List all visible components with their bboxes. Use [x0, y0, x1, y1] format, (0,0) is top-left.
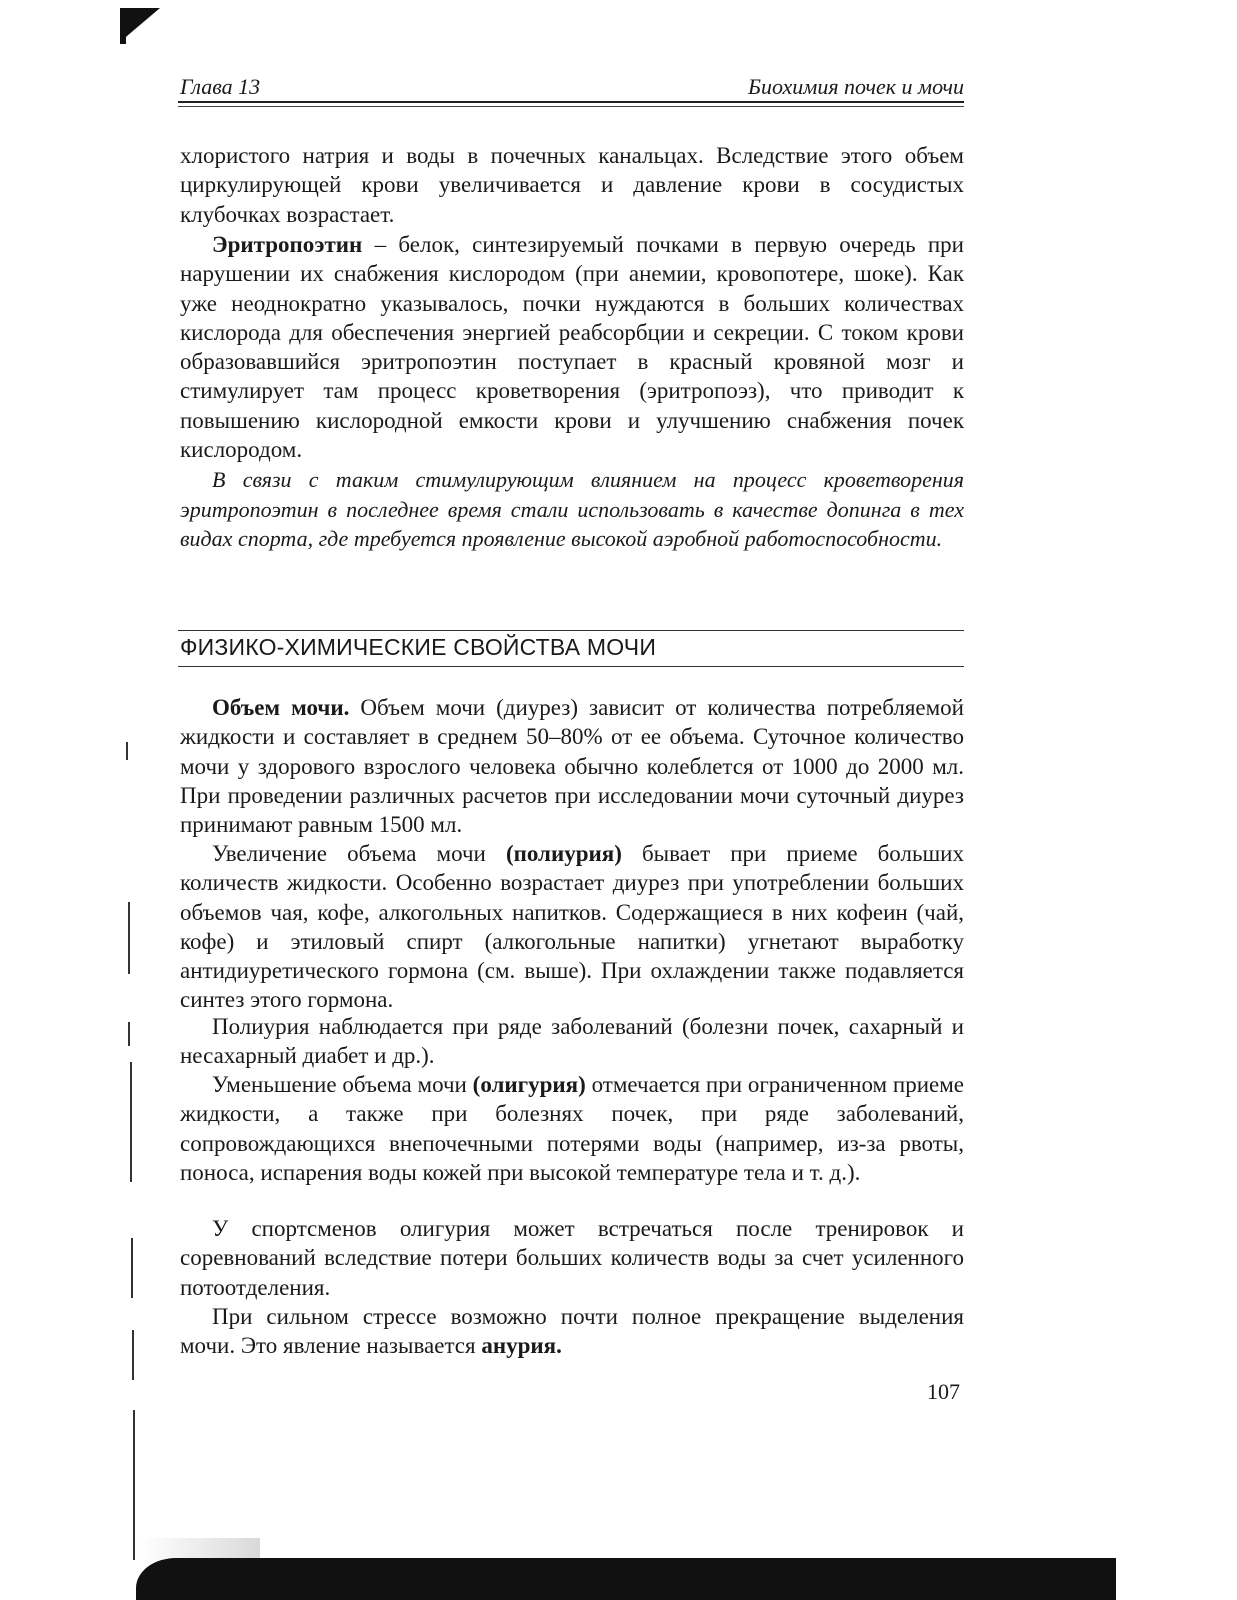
- section-rule: [178, 666, 964, 667]
- term-anuria: анурия.: [481, 1333, 562, 1359]
- scan-edge-mark: [131, 1238, 133, 1298]
- section-heading: ФИЗИКО-ХИМИЧЕСКИЕ СВОЙСТВА МОЧИ: [180, 634, 657, 660]
- header-rule: [178, 106, 964, 107]
- paragraph-oliguria: [180, 1070, 964, 1187]
- paragraph: хлористого натрия и воды в почечных канальцах. Вследствие этого объем циркулирующей крови увеличивается и давление крови в сосудистых клубочках возрастает.: [180, 143, 964, 227]
- paragraph-text: бывает при приеме больших количеств жидкости. Особенно возрастает диурез при употреблении больших объемов чая, кофе, алкогольных напитков. Содержащиеся в них кофеин (чай, кофе) и этиловый спирт (алкогольные напитки) угнетают выработку антидиуретического гормона (см. выше). При охлаждении также подавляется синтез этого гормона.: [180, 841, 964, 1013]
- term-erythropoietin: Эритропоэтин: [212, 232, 363, 257]
- paragraph: [180, 1070, 964, 1187]
- paragraph: В связи с таким стимулирующим влиянием на процесс кроветворения эритропоэтин в последнее время стали использовать в качестве допинга в тех видах спорта, где требуется проявление высокой аэробной работоспособности.: [180, 467, 964, 551]
- paragraph: [180, 839, 964, 1015]
- scan-edge-mark: [130, 1062, 132, 1182]
- scan-bottom-shadow: [136, 1558, 1116, 1600]
- paragraph-text: При сильном стрессе возможно почти полное прекращение выделения мочи. Это явление называется: [180, 1304, 964, 1359]
- paragraph-athletes: [180, 1214, 964, 1302]
- paragraph: У спортсменов олигурия может встречаться после тренировок и соревнований вследствие потери больших количеств воды за счет усиленного потоотделения.: [180, 1216, 964, 1300]
- scan-edge-mark: [126, 742, 128, 760]
- paragraph-text: – белок, синтезируемый почками в первую очередь при нарушении их снабжения кислородом (при анемии, кровопотере, шоке). Как уже неоднократно указывалось, почки нуждаются в больших количествах кислорода для обеспечения энергией реабсорбции и секреции. С током крови образовавшийся эритропоэтин поступает в красный кровяной мозг и стимулирует там процесс кроветворения (эритропоэз), что приводит к повышению кислородной емкости крови и улучшению снабжения почек кислородом.: [180, 232, 964, 463]
- paragraph-text: Объем мочи (диурез) зависит от количества потребляемой жидкости и составляет в среднем 50–80% от ее объема. Суточное количество мочи у здорового взрослого человека обычно колеблется от 1000 до 2000 мл. При проведении различных расчетов при исследовании мочи суточный диурез принимают равным 1500 мл.: [180, 695, 964, 838]
- paragraph-continuation: [180, 141, 964, 229]
- paragraph-text: Увеличение объема мочи: [212, 841, 506, 866]
- term-urine-volume: Объем мочи.: [212, 695, 350, 720]
- chapter-label: Глава 13: [180, 74, 261, 99]
- paragraph: [180, 230, 964, 464]
- term-polyuria: (полиурия): [505, 841, 622, 866]
- paragraph: [180, 693, 964, 839]
- scan-edge-mark: [128, 1022, 130, 1046]
- paragraph-urine-volume: [180, 693, 964, 839]
- paragraph-polyuria-diseases: [180, 1012, 964, 1071]
- scan-edge-mark: [128, 902, 130, 974]
- header-rule: [178, 101, 964, 103]
- running-header: [180, 70, 964, 100]
- paragraph-erythropoietin: [180, 230, 964, 464]
- page-number: 107: [927, 1379, 960, 1404]
- paragraph-doping-note: [180, 465, 964, 554]
- paragraph-anuria: [180, 1302, 964, 1361]
- paragraph: [180, 1302, 964, 1361]
- paragraph-text: отмечается при ограниченном приеме жидкости, а также при болезнях почек, при ряде заболеваний, сопровождающихся внепочечными потерями воды (например, из-за рвоты, поноса, испарения воды кожей при высокой температуре тела и т. д.).: [180, 1072, 964, 1185]
- scan-edge-mark: [133, 1410, 135, 1560]
- section-rule: [178, 630, 964, 631]
- chapter-title: Биохимия почек и мочи: [747, 74, 964, 99]
- paragraph: Полиурия наблюдается при ряде заболеваний (болезни почек, сахарный и несахарный диабет и др.).: [180, 1014, 964, 1069]
- paragraph-text: Уменьшение объема мочи: [212, 1072, 473, 1097]
- scan-corner-mark: [120, 8, 160, 42]
- paragraph-polyuria: [180, 839, 964, 1015]
- term-oliguria: (олигурия): [472, 1072, 586, 1097]
- scan-edge-mark: [132, 1330, 134, 1380]
